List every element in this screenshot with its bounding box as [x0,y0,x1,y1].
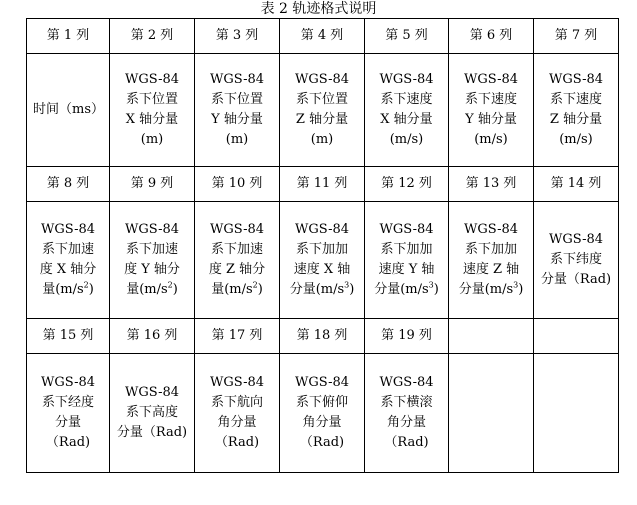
column-header-14: 第 14 列 [534,167,619,202]
cell-column-16: WGS-84 系下高度 分量（Rad) [110,354,195,473]
cell-column-17: WGS-84 系下航向 角分量 （Rad) [195,354,280,473]
column-header-19: 第 19 列 [365,319,449,354]
column-header-6: 第 6 列 [449,19,534,54]
cell-column-8: WGS-84 系下加速 度 X 轴分 量$(m/s^2)$ [27,202,110,319]
column-header-7: 第 7 列 [534,19,619,54]
column-header-5: 第 5 列 [365,19,449,54]
column-header-10: 第 10 列 [195,167,280,202]
cell-column-7: WGS-84 系下速度 Z 轴分量 (m/s) [534,54,619,167]
cell-column-13: WGS-84 系下加加 速度 Z 轴 分量$(m/s^3)$ [449,202,534,319]
column-header-13: 第 13 列 [449,167,534,202]
empty-cell [449,319,534,354]
cell-column-18: WGS-84 系下俯仰 角分量 （Rad) [280,354,365,473]
column-header-18: 第 18 列 [280,319,365,354]
cell-column-1: 时间（ms） [27,54,110,167]
cell-column-19: WGS-84 系下横滚 角分量 （Rad) [365,354,449,473]
column-header-9: 第 9 列 [110,167,195,202]
column-header-11: 第 11 列 [280,167,365,202]
description-row-3 [27,354,619,473]
cell-column-10: WGS-84 系下加速 度 Z 轴分 量$(m/s^2)$ [195,202,280,319]
column-header-4: 第 4 列 [280,19,365,54]
column-header-2: 第 2 列 [110,19,195,54]
column-header-8: 第 8 列 [27,167,110,202]
cell-column-2: WGS-84 系下位置 X 轴分量 (m) [110,54,195,167]
cell-column-14: WGS-84 系下纬度 分量（Rad) [534,202,619,319]
empty-cell [534,354,619,473]
column-header-16: 第 16 列 [110,319,195,354]
cell-column-12: WGS-84 系下加加 速度 Y 轴 分量$(m/s^3)$ [365,202,449,319]
cell-column-15: WGS-84 系下经度 分量 （Rad) [27,354,110,473]
column-header-3: 第 3 列 [195,19,280,54]
cell-column-6: WGS-84 系下速度 Y 轴分量 (m/s) [449,54,534,167]
column-header-1: 第 1 列 [27,19,110,54]
cell-column-11: WGS-84 系下加加 速度 X 轴 分量$(m/s^3)$ [280,202,365,319]
cell-column-3: WGS-84 系下位置 Y 轴分量 (m) [195,54,280,167]
column-header-17: 第 17 列 [195,319,280,354]
header-row-1 [27,19,619,54]
description-row-2 [27,202,619,319]
trajectory-format-table [26,18,619,473]
header-row-2 [27,167,619,202]
column-header-15: 第 15 列 [27,319,110,354]
cell-column-5: WGS-84 系下速度 X 轴分量 (m/s) [365,54,449,167]
cell-column-4: WGS-84 系下位置 Z 轴分量 (m) [280,54,365,167]
cell-column-9: WGS-84 系下加速 度 Y 轴分 量$(m/s^2)$ [110,202,195,319]
empty-cell [534,319,619,354]
table-caption: 表 2 轨迹格式说明 [260,1,377,17]
header-row-3 [27,319,619,354]
empty-cell [449,354,534,473]
description-row-1 [27,54,619,167]
column-header-12: 第 12 列 [365,167,449,202]
